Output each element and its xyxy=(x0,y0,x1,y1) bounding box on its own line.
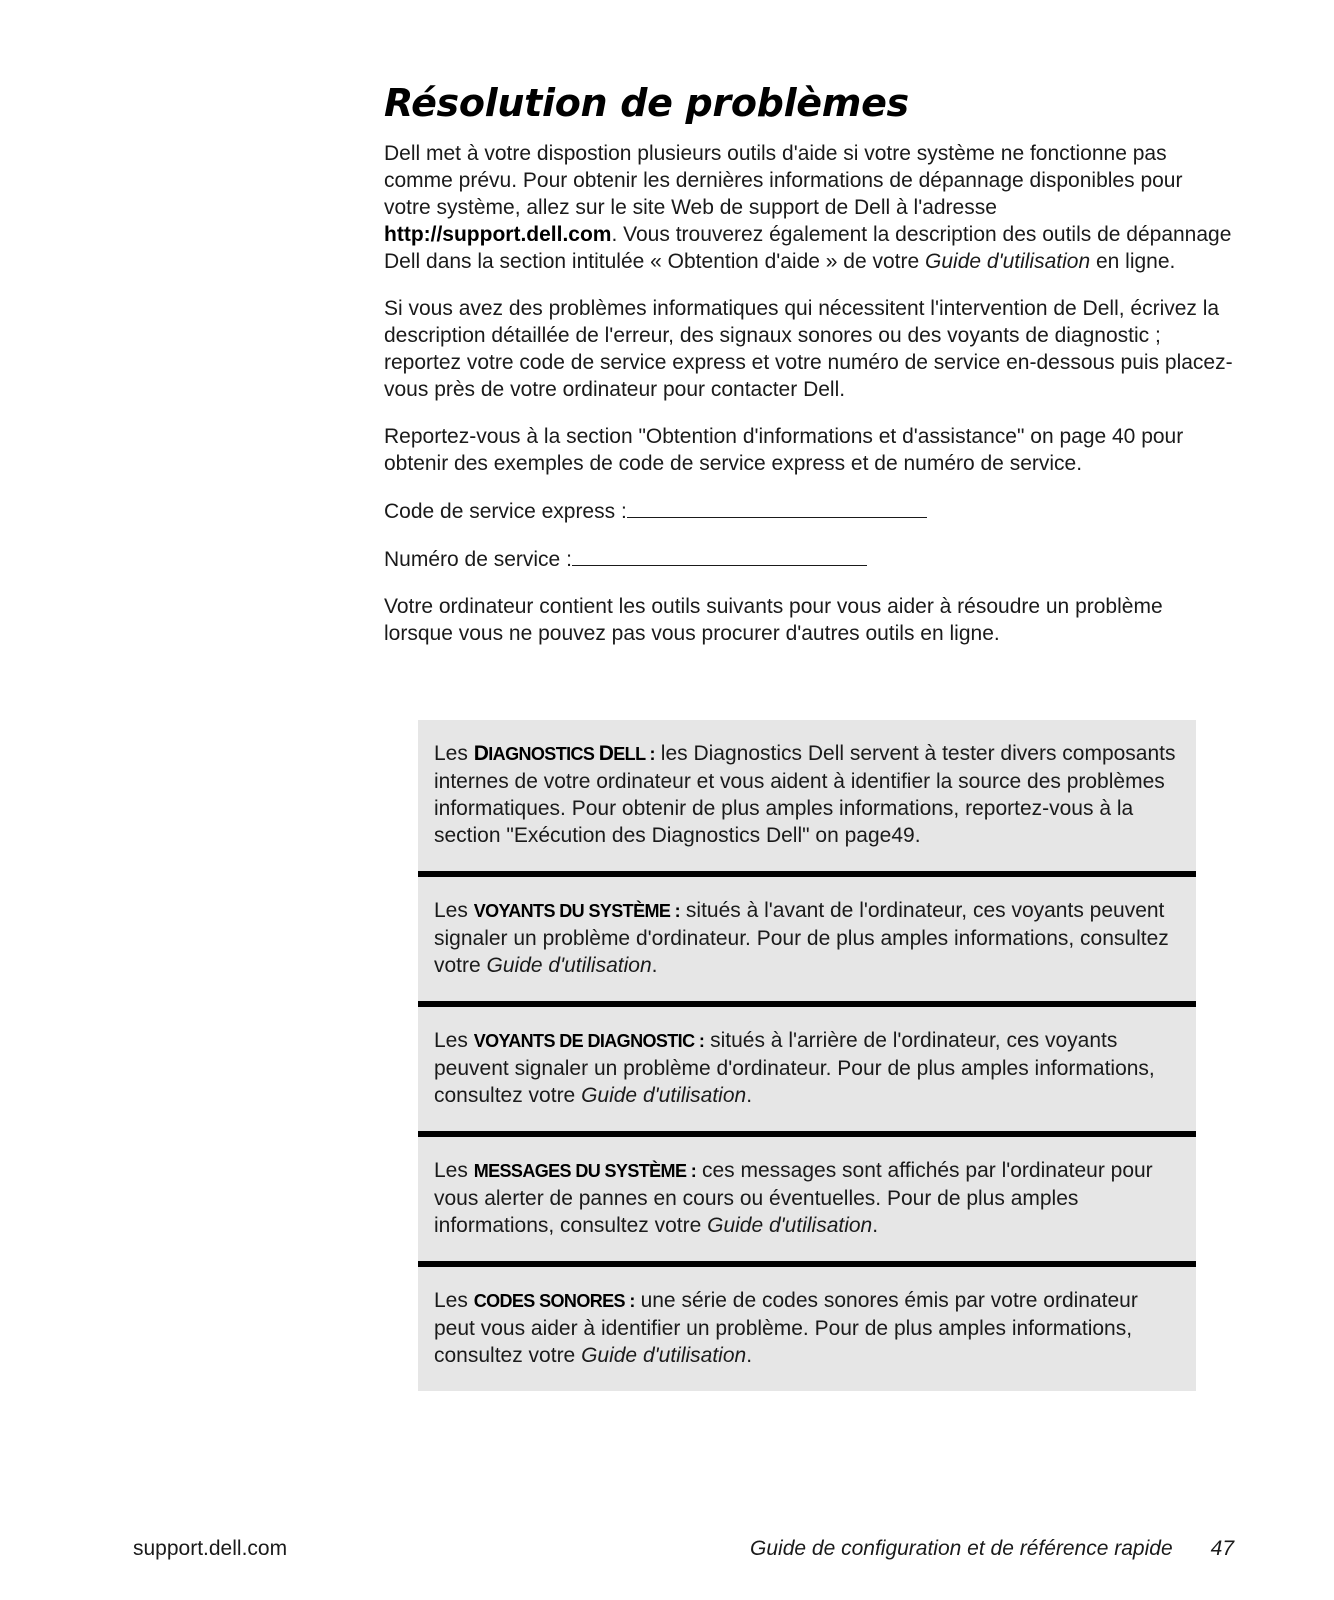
tool-prefix: Les xyxy=(434,1029,474,1052)
main-content xyxy=(384,76,1234,667)
express-code-label: Code de service express : xyxy=(384,500,627,523)
tool-end: . xyxy=(872,1214,879,1237)
tools-intro-paragraph: Votre ordinateur contient les outils suivants pour vous aider à résoudre un problème lorsque vous ne pouvez pas vous procurer d'autres outils en ligne. xyxy=(384,595,1163,645)
support-link[interactable]: http://support.dell.com xyxy=(384,223,612,246)
service-number-line xyxy=(384,545,1234,573)
guide-reference: Guide d'utilisation xyxy=(707,1214,873,1237)
tool-prefix: Les xyxy=(434,899,474,922)
tool-keyword: MESSAGES DU SYSTÈME : xyxy=(473,1161,697,1181)
problem-paragraph: Si vous avez des problèmes informatiques qui nécessitent l'intervention de Dell, écrivez la description détaillée de l'erreur, des signaux sonores ou des voyants de diagnostic ; reportez votre code de service express et votre numéro de service en-dessous puis placez-vous près de votre ordinateur pour contacter Dell. xyxy=(384,297,1233,401)
tool-keyword: VOYANTS DE DIAGNOSTIC : xyxy=(473,1031,705,1051)
tool-prefix: Les xyxy=(434,1289,474,1312)
tool-prefix: Les xyxy=(434,742,474,765)
tool-keyword-part: IAGNOSTICS xyxy=(488,744,599,764)
guide-reference: Guide d'utilisation xyxy=(581,1084,747,1107)
tools-list xyxy=(418,720,1196,1391)
tool-beep-codes xyxy=(418,1261,1196,1391)
express-code-blank xyxy=(627,497,927,518)
tool-keyword-part: D xyxy=(473,742,489,765)
guide-reference: Guide d'utilisation xyxy=(925,250,1091,273)
tool-prefix: Les xyxy=(434,1159,474,1182)
tool-diagnostic-lights xyxy=(418,1001,1196,1131)
tool-end: . xyxy=(651,954,658,977)
page-number: 47 xyxy=(1210,1537,1234,1560)
tool-keyword-part: ELL : xyxy=(613,744,655,764)
page-title: Résolution de problèmes xyxy=(384,81,909,125)
tool-description: situés à l'arrière de l'ordinateur, ces voyants peuvent signaler un problème d'ordinateur. Pour de plus amples informations, consultez votre xyxy=(434,1029,1155,1107)
intro-paragraph xyxy=(384,140,1234,275)
footer-guide-title: Guide de configuration et de référence rapide xyxy=(750,1537,1173,1560)
reference-paragraph: Reportez-vous à la section "Obtention d'informations et d'assistance" on page 40 pour obtenir des exemples de code de service express et de numéro de service. xyxy=(384,425,1184,475)
tool-description: les Diagnostics Dell servent à tester divers composants internes de votre ordinateur et vous aident à identifier la source des problèmes informatiques. Pour obtenir de plus amples informations, reportez-vous à la section "Exécution des Diagnostics Dell" on page49. xyxy=(434,742,1176,847)
service-number-label: Numéro de service : xyxy=(384,548,572,571)
service-number-blank xyxy=(572,545,867,566)
tool-system-lights xyxy=(418,871,1196,1001)
tool-keyword xyxy=(474,744,655,764)
intro-text-2: . Vous trouverez également la description des outils de dépannage Dell dans la section intitulée « Obtention d'aide » de votre xyxy=(384,223,1232,273)
tool-description: ces messages sont affichés par l'ordinateur pour vous alerter de pannes en cours ou éventuelles. Pour de plus amples informations, consultez votre xyxy=(434,1159,1153,1237)
tool-keyword-part: D xyxy=(598,742,614,765)
guide-reference: Guide d'utilisation xyxy=(486,954,652,977)
express-code-line xyxy=(384,497,1234,525)
tool-dell-diagnostics xyxy=(418,720,1196,871)
intro-text-3: en ligne. xyxy=(1090,250,1176,273)
tool-description: une série de codes sonores émis par votre ordinateur peut vous aider à identifier un problème. Pour de plus amples informations, consultez votre xyxy=(434,1289,1138,1367)
tool-keyword: VOYANTS DU SYSTÈME : xyxy=(473,901,681,921)
footer-url: support.dell.com xyxy=(133,1537,288,1560)
tool-system-messages xyxy=(418,1131,1196,1261)
guide-reference: Guide d'utilisation xyxy=(581,1344,747,1367)
tool-keyword: CODES SONORES : xyxy=(473,1291,635,1311)
tool-end: . xyxy=(746,1344,753,1367)
tool-end: . xyxy=(746,1084,753,1107)
tool-description: situés à l'avant de l'ordinateur, ces voyants peuvent signaler un problème d'ordinateur. Pour de plus amples informations, consultez votre xyxy=(434,899,1169,977)
footer-guide xyxy=(750,1535,1234,1562)
intro-text-1: Dell met à votre dispostion plusieurs outils d'aide si votre système ne fonctionne pas comme prévu. Pour obtenir les dernières informations de dépannage disponibles pour votre système, allez sur le site Web de support de Dell à l'adresse xyxy=(384,142,1183,219)
